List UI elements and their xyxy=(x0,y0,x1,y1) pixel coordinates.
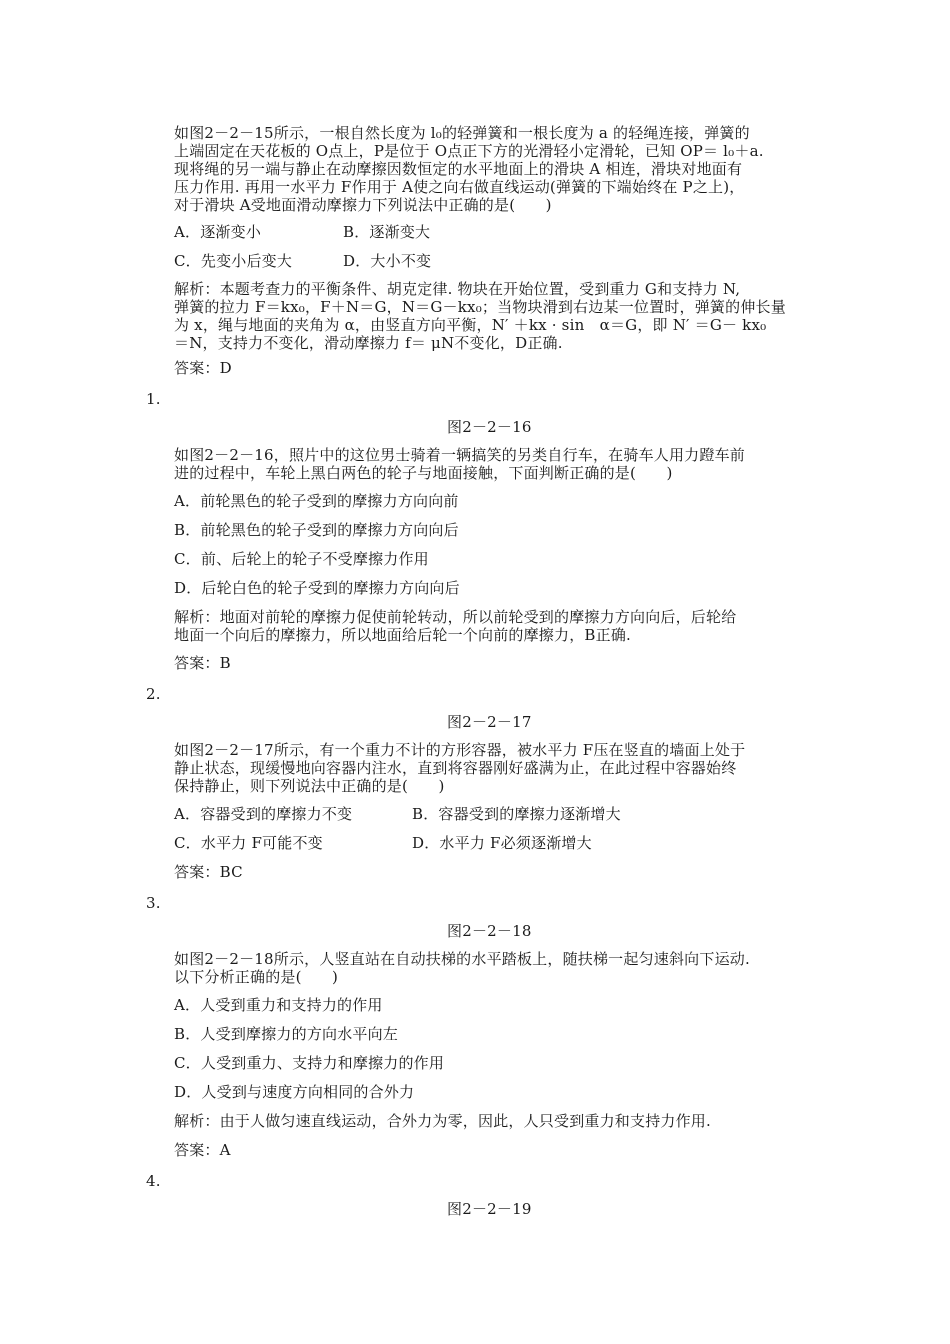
answer: 答案：BC xyxy=(174,863,243,881)
problem-stem-line: 以下分析正确的是( ) xyxy=(174,968,339,986)
option-b: B．逐渐变大 xyxy=(343,223,431,241)
figure-caption: 图2－2－17 xyxy=(447,713,532,731)
option-a: A．逐渐变小 xyxy=(174,223,262,241)
option-a: A．前轮黑色的轮子受到的摩擦力方向向前 xyxy=(174,492,459,510)
problem-stem-line: 如图2－2－15所示，一根自然长度为 l₀的轻弹簧和一根长度为 a 的轻绳连接，弹簧的 xyxy=(174,124,750,142)
analysis-line: 解析：本题考查力的平衡条件、胡克定律. 物块在开始位置，受到重力 G和支持力 N, xyxy=(174,280,741,298)
analysis-line: 弹簧的拉力 F＝kx₀，F＋N＝G，N＝G－kx₀；当物块滑到右边某一位置时，弹簧的伸长量 xyxy=(174,298,786,316)
analysis-line: 为 x，绳与地面的夹角为 α，由竖直方向平衡，N′ ＋kx · sin α＝G，即 N′ ＝G－ kx₀ xyxy=(174,316,767,334)
option-a: A．容器受到的摩擦力不变 xyxy=(174,805,353,823)
answer: 答案：A xyxy=(174,1141,231,1159)
problem-stem-line: 进的过程中，车轮上黑白两色的轮子与地面接触，下面判断正确的是( ) xyxy=(174,464,673,482)
problem-stem-line: 上端固定在天花板的 O点上，P是位于 O点正下方的光滑轻小定滑轮，已知 OP＝ l₀＋a. xyxy=(174,142,764,160)
analysis-line: ＝N，支持力不变化，滑动摩擦力 f＝ μN不变化，D正确. xyxy=(174,334,563,352)
option-c: C．先变小后变大 xyxy=(174,252,293,270)
option-b: B．前轮黑色的轮子受到的摩擦力方向向后 xyxy=(174,521,459,539)
option-d: D．水平力 F必须逐渐增大 xyxy=(412,834,592,852)
figure-caption: 图2－2－18 xyxy=(447,922,532,940)
problem-stem-line: 保持静止，则下列说法中正确的是( ) xyxy=(174,777,445,795)
option-c: C．水平力 F可能不变 xyxy=(174,834,323,852)
option-c: C．前、后轮上的轮子不受摩擦力作用 xyxy=(174,550,429,568)
analysis-line: 解析：地面对前轮的摩擦力促使前轮转动，所以前轮受到的摩擦力方向向后，后轮给 xyxy=(174,608,737,626)
analysis-line: 解析：由于人做匀速直线运动，合外力为零，因此，人只受到重力和支持力作用. xyxy=(174,1112,711,1130)
option-c: C．人受到重力、支持力和摩擦力的作用 xyxy=(174,1054,445,1072)
option-d: D．大小不变 xyxy=(343,252,432,270)
problem-stem-line: 如图2－2－16，照片中的这位男士骑着一辆搞笑的另类自行车，在骑车人用力蹬车前 xyxy=(174,446,745,464)
figure-caption: 图2－2－19 xyxy=(447,1200,532,1218)
analysis-line: 地面一个向后的摩擦力，所以地面给后轮一个向前的摩擦力，B正确. xyxy=(174,626,631,644)
figure-caption: 图2－2－16 xyxy=(447,418,532,436)
option-a: A．人受到重力和支持力的作用 xyxy=(174,996,383,1014)
option-d: D．后轮白色的轮子受到的摩擦力方向向后 xyxy=(174,579,460,597)
option-b: B．容器受到的摩擦力逐渐增大 xyxy=(412,805,621,823)
problem-stem-line: 现将绳的另一端与静止在动摩擦因数恒定的水平地面上的滑块 A 相连，滑块对地面有 xyxy=(174,160,743,178)
problem-stem-line: 静止状态，现缓慢地向容器内注水，直到将容器刚好盛满为止，在此过程中容器始终 xyxy=(174,759,737,777)
problem-number: 2. xyxy=(146,685,161,703)
problem-stem-line: 对于滑块 A受地面滑动摩擦力下列说法中正确的是( ) xyxy=(174,196,552,214)
problem-number: 3. xyxy=(146,894,161,912)
problem-number: 1. xyxy=(146,390,161,408)
problem-stem-line: 如图2－2－18所示，人竖直站在自动扶梯的水平踏板上，随扶梯一起匀速斜向下运动. xyxy=(174,950,750,968)
problem-stem-line: 如图2－2－17所示，有一个重力不计的方形容器，被水平力 F压在竖直的墙面上处于 xyxy=(174,741,746,759)
problem-stem-line: 压力作用. 再用一水平力 F作用于 A使之向右做直线运动(弹簧的下端始终在 P之上)， xyxy=(174,178,745,196)
problem-number: 4. xyxy=(146,1172,161,1190)
answer: 答案：B xyxy=(174,654,231,672)
option-b: B．人受到摩擦力的方向水平向左 xyxy=(174,1025,399,1043)
option-d: D．人受到与速度方向相同的合外力 xyxy=(174,1083,415,1101)
answer: 答案：D xyxy=(174,359,232,377)
